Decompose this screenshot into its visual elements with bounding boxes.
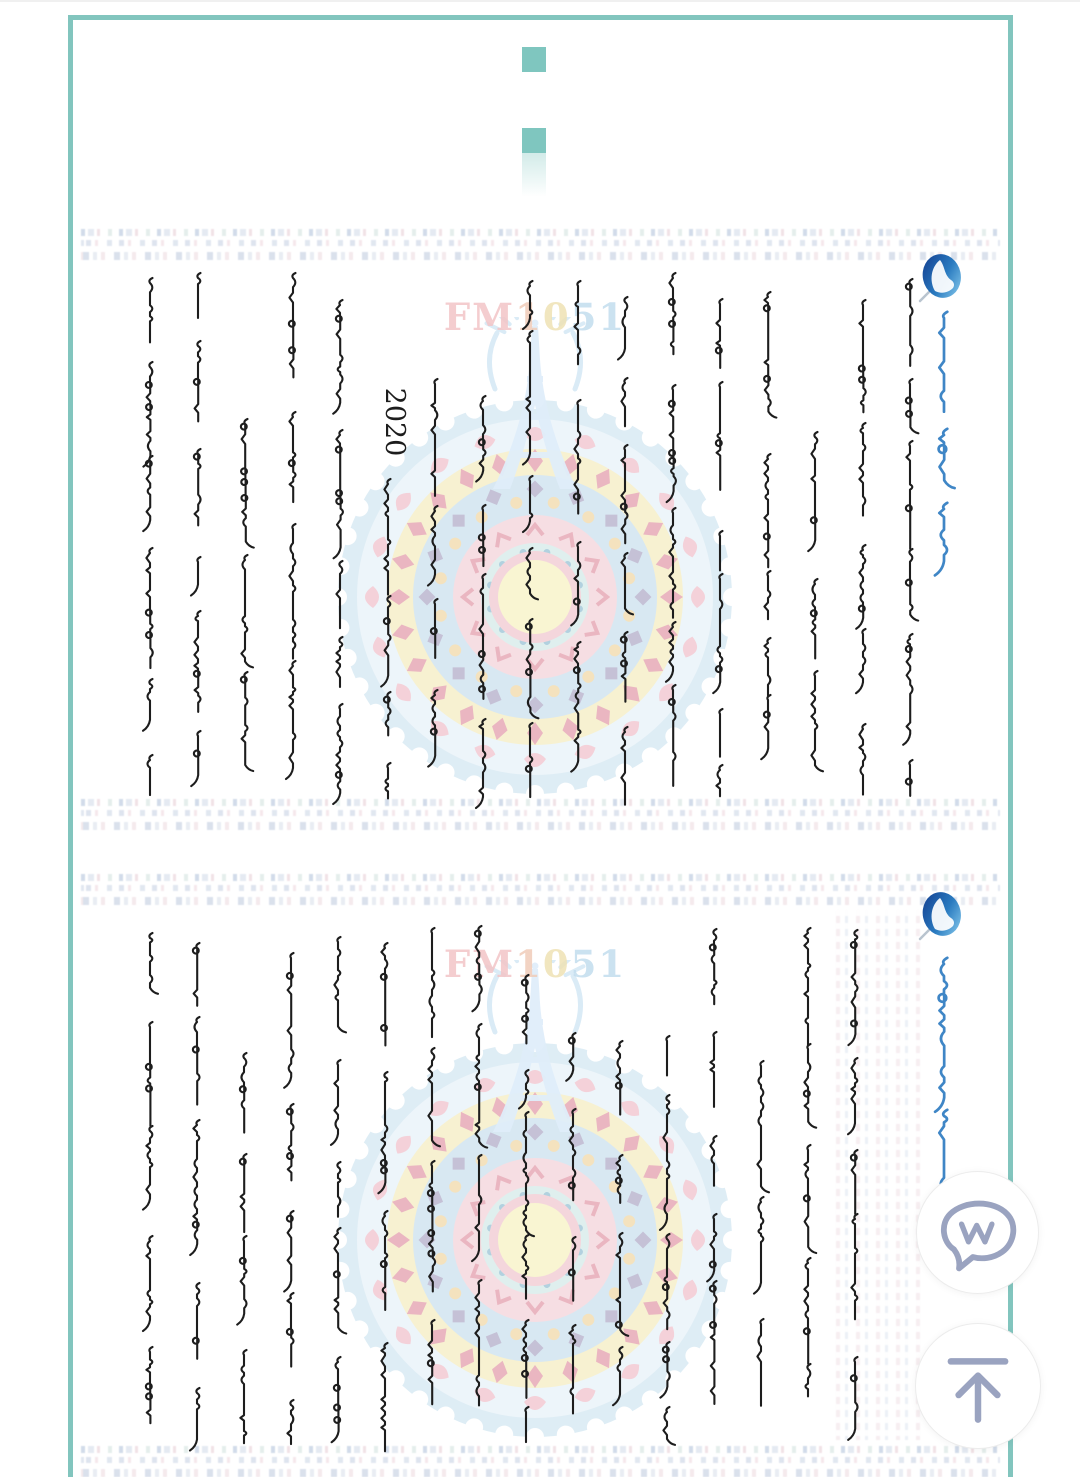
fm1051-watermark: FM1051 (443, 942, 627, 986)
arrow-up-to-top-icon (934, 1342, 1022, 1430)
comment-button[interactable] (916, 1171, 1039, 1294)
radio-station-logo (918, 888, 966, 942)
speech-bubble-w-icon (935, 1190, 1021, 1276)
header-script-column (929, 955, 959, 1193)
radio-station-logo (918, 250, 966, 304)
mongolian-script-columns (73, 225, 1008, 835)
fm1051-watermark: FM1051 (443, 295, 627, 339)
decor-square-2 (522, 128, 546, 153)
scripture-image-1[interactable] (73, 225, 1008, 835)
back-to-top-button[interactable] (915, 1323, 1041, 1449)
scripture-image-2[interactable] (73, 868, 1008, 1477)
top-hairline (0, 0, 1080, 2)
year-label: 2020 (379, 387, 411, 457)
header-script-column (929, 309, 959, 581)
decor-square-1 (522, 47, 546, 72)
mongolian-script-columns (73, 868, 1008, 1477)
decor-square-ghost (522, 153, 546, 197)
